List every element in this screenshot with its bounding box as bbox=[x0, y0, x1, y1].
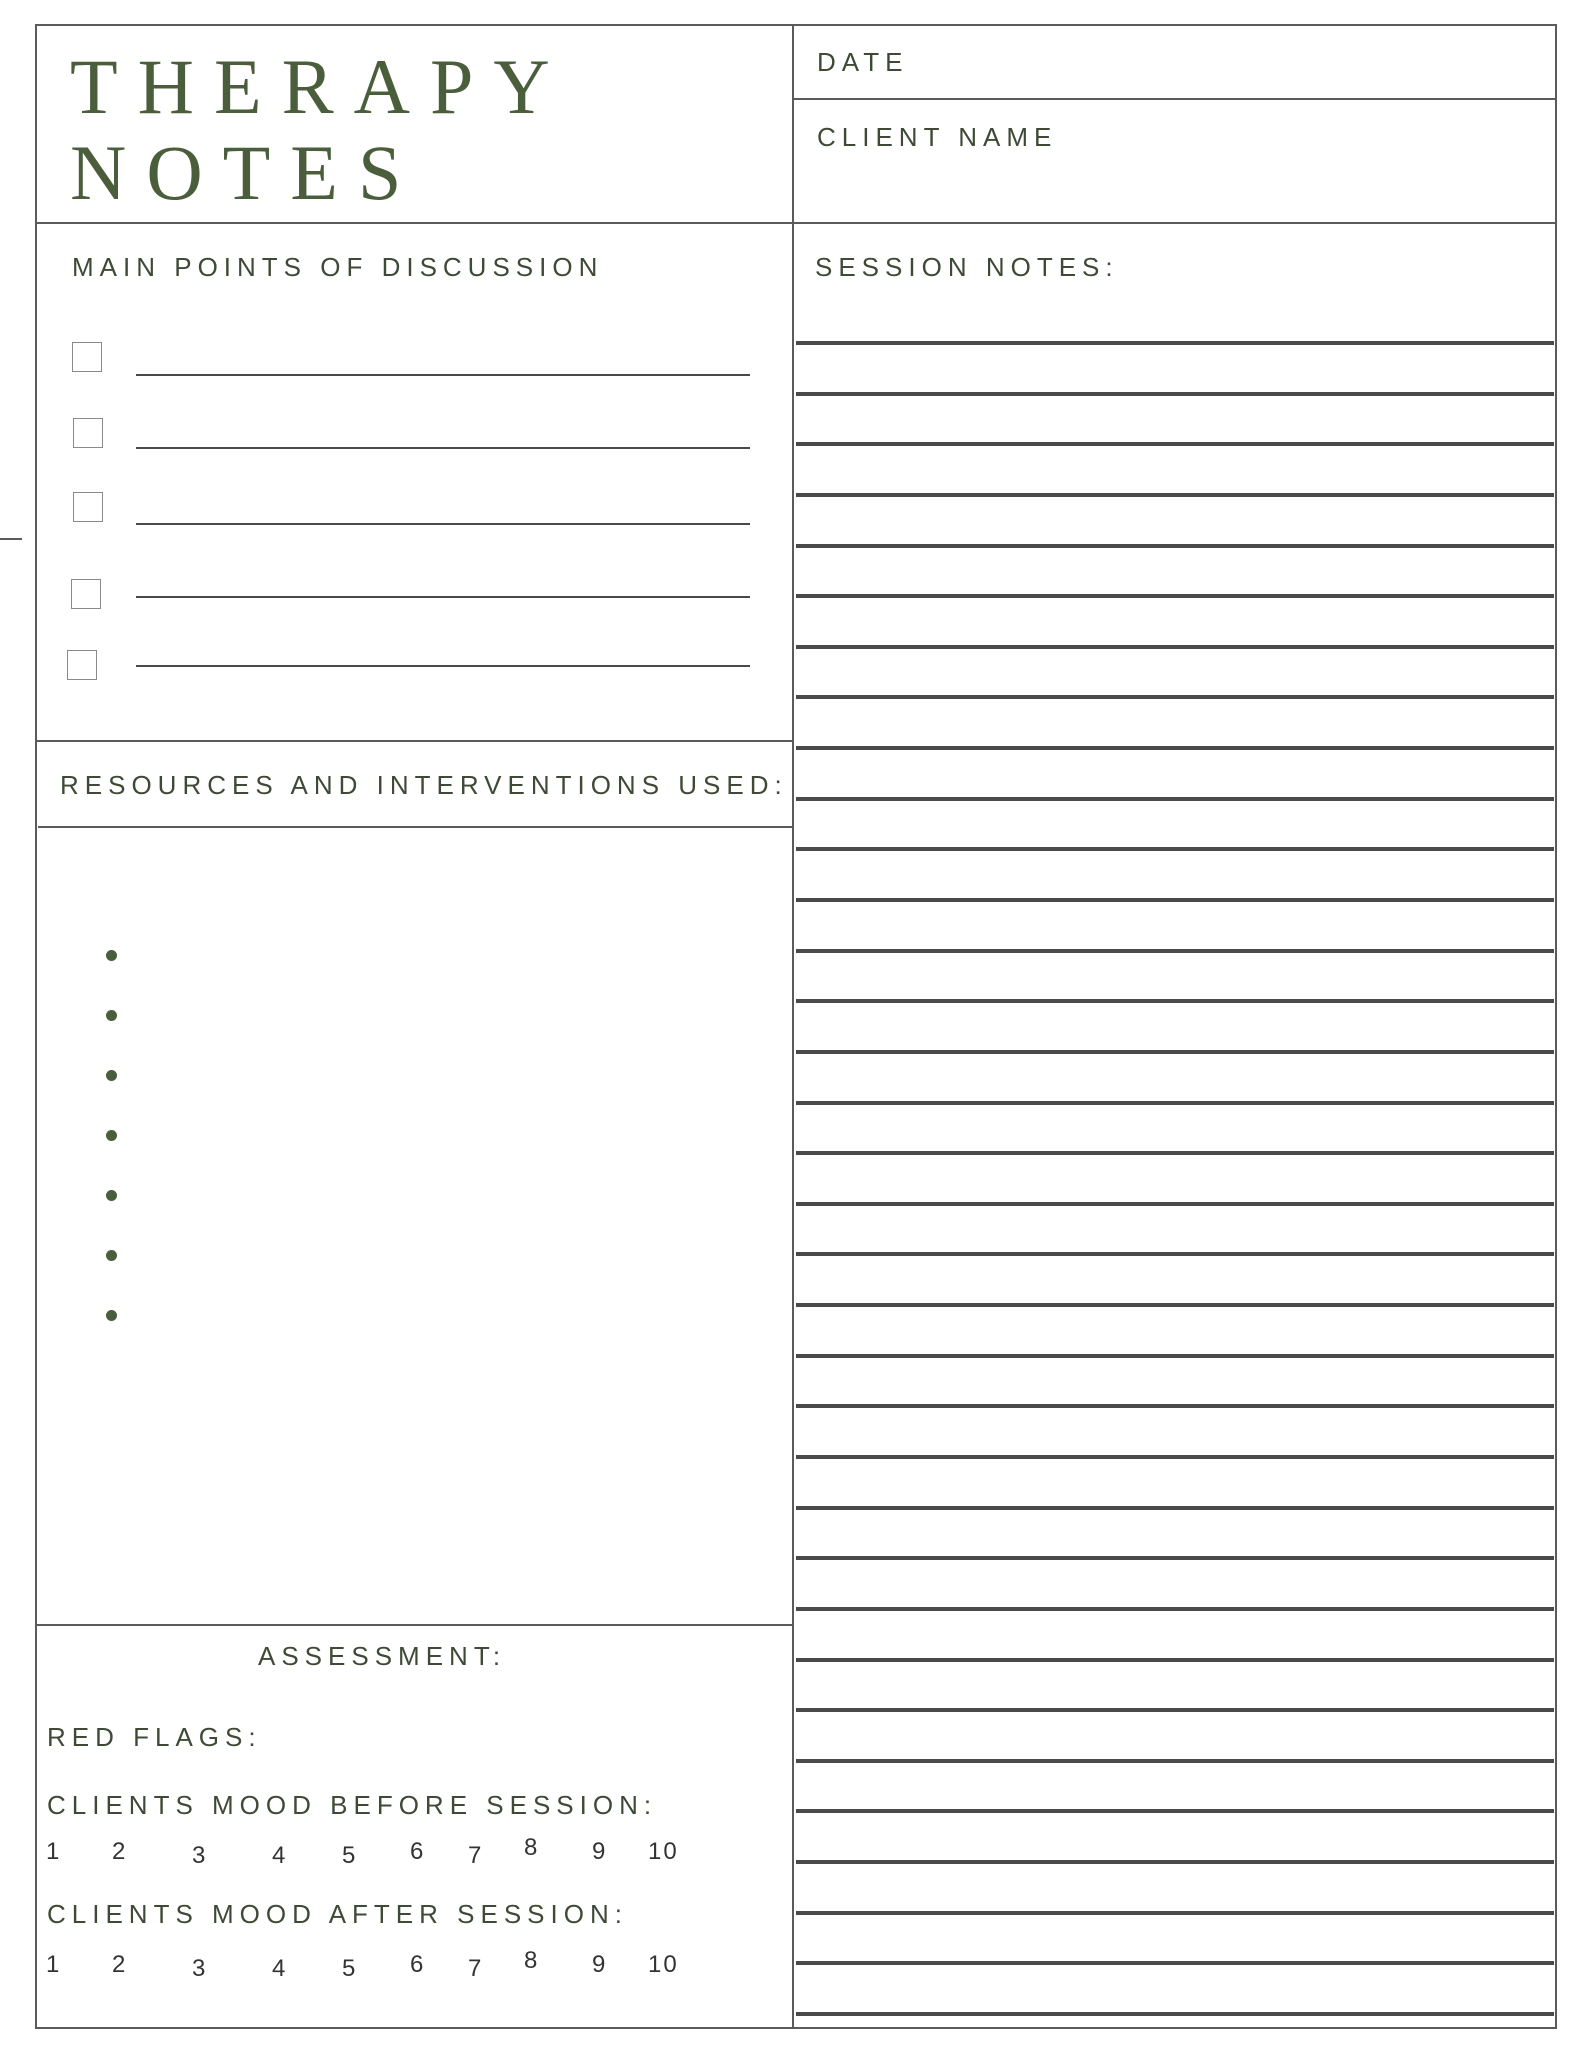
notes-line[interactable] bbox=[796, 1708, 1554, 1712]
notes-line[interactable] bbox=[796, 341, 1554, 345]
notes-line[interactable] bbox=[796, 645, 1554, 649]
mood-before-option-10[interactable]: 10 bbox=[648, 1838, 679, 1865]
mood-before-option-4[interactable]: 4 bbox=[272, 1842, 288, 1869]
notes-line[interactable] bbox=[796, 1658, 1554, 1662]
page-frame bbox=[35, 24, 1557, 2029]
resources-heading: RESOURCES AND INTERVENTIONS USED: bbox=[60, 770, 788, 800]
mood-before-option-8[interactable]: 8 bbox=[524, 1834, 540, 1861]
notes-line[interactable] bbox=[796, 544, 1554, 548]
notes-line[interactable] bbox=[796, 442, 1554, 446]
mood-after-option-10[interactable]: 10 bbox=[648, 1951, 679, 1978]
mood-before-option-5[interactable]: 5 bbox=[342, 1842, 358, 1869]
mood-before-option-1[interactable]: 1 bbox=[46, 1838, 62, 1865]
mood-before-option-6[interactable]: 6 bbox=[410, 1838, 426, 1865]
resource-bullet bbox=[106, 1010, 117, 1021]
mood-before-option-9[interactable]: 9 bbox=[592, 1838, 608, 1865]
resource-bullet bbox=[106, 1310, 117, 1321]
notes-line[interactable] bbox=[796, 493, 1554, 497]
mood-after-option-6[interactable]: 6 bbox=[410, 1951, 426, 1978]
mood-after-option-7[interactable]: 7 bbox=[468, 1955, 484, 1982]
notes-line[interactable] bbox=[796, 797, 1554, 801]
mood-after-option-5[interactable]: 5 bbox=[342, 1955, 358, 1982]
mood-before-option-7[interactable]: 7 bbox=[468, 1842, 484, 1869]
date-divider bbox=[792, 98, 1557, 100]
notes-line[interactable] bbox=[796, 1151, 1554, 1155]
mood-after-option-9[interactable]: 9 bbox=[592, 1951, 608, 1978]
discussion-checkbox[interactable] bbox=[73, 492, 103, 522]
notes-line[interactable] bbox=[796, 1404, 1554, 1408]
discussion-heading: MAIN POINTS OF DISCUSSION bbox=[72, 252, 604, 282]
discussion-write-line[interactable] bbox=[136, 596, 750, 598]
margin-tick bbox=[0, 538, 22, 540]
discussion-checkbox[interactable] bbox=[73, 418, 103, 448]
notes-line[interactable] bbox=[796, 1050, 1554, 1054]
notes-line[interactable] bbox=[796, 1607, 1554, 1611]
notes-line[interactable] bbox=[796, 1303, 1554, 1307]
resource-bullet bbox=[106, 1070, 117, 1081]
notes-line[interactable] bbox=[796, 695, 1554, 699]
notes-line[interactable] bbox=[796, 1759, 1554, 1763]
notes-line[interactable] bbox=[796, 1556, 1554, 1560]
notes-line[interactable] bbox=[796, 1860, 1554, 1864]
discussion-write-line[interactable] bbox=[136, 374, 750, 376]
client-name-label: CLIENT NAME bbox=[817, 122, 1058, 152]
resource-bullet bbox=[106, 1130, 117, 1141]
red-flags-label: RED FLAGS: bbox=[47, 1722, 262, 1752]
notes-line[interactable] bbox=[796, 2012, 1554, 2016]
mood-after-option-1[interactable]: 1 bbox=[46, 1951, 62, 1978]
notes-line[interactable] bbox=[796, 898, 1554, 902]
discussion-write-line[interactable] bbox=[136, 665, 750, 667]
notes-line[interactable] bbox=[796, 1354, 1554, 1358]
column-divider bbox=[792, 24, 794, 2029]
notes-line[interactable] bbox=[796, 999, 1554, 1003]
notes-line[interactable] bbox=[796, 949, 1554, 953]
notes-line[interactable] bbox=[796, 1101, 1554, 1105]
resource-bullet bbox=[106, 1250, 117, 1261]
notes-line[interactable] bbox=[796, 1252, 1554, 1256]
assessment-divider bbox=[35, 1624, 793, 1626]
resource-bullet bbox=[106, 950, 117, 961]
mood-after-option-2[interactable]: 2 bbox=[112, 1951, 128, 1978]
session-notes-heading: SESSION NOTES: bbox=[815, 252, 1119, 282]
discussion-write-line[interactable] bbox=[136, 523, 750, 525]
mood-after-option-3[interactable]: 3 bbox=[192, 1955, 208, 1982]
notes-line[interactable] bbox=[796, 594, 1554, 598]
mood-after-option-4[interactable]: 4 bbox=[272, 1955, 288, 1982]
discussion-write-line[interactable] bbox=[136, 447, 750, 449]
title-line-2: NOTES bbox=[70, 129, 422, 216]
notes-line[interactable] bbox=[796, 1961, 1554, 1965]
discussion-checkbox[interactable] bbox=[72, 342, 102, 372]
discussion-checkbox[interactable] bbox=[67, 650, 97, 680]
title-line-1: THERAPY bbox=[70, 43, 570, 130]
date-label: DATE bbox=[817, 47, 909, 77]
notes-line[interactable] bbox=[796, 1202, 1554, 1206]
page-title bbox=[70, 44, 570, 216]
notes-line[interactable] bbox=[796, 746, 1554, 750]
mood-after-label: CLIENTS MOOD AFTER SESSION: bbox=[47, 1899, 628, 1929]
notes-line[interactable] bbox=[796, 392, 1554, 396]
mood-before-label: CLIENTS MOOD BEFORE SESSION: bbox=[47, 1790, 658, 1820]
notes-line[interactable] bbox=[796, 847, 1554, 851]
assessment-heading: ASSESSMENT: bbox=[258, 1641, 507, 1671]
notes-line[interactable] bbox=[796, 1455, 1554, 1459]
mood-before-option-2[interactable]: 2 bbox=[112, 1838, 128, 1865]
notes-line[interactable] bbox=[796, 1506, 1554, 1510]
resources-heading-divider bbox=[38, 826, 793, 828]
mood-before-option-3[interactable]: 3 bbox=[192, 1842, 208, 1869]
discussion-checkbox[interactable] bbox=[71, 579, 101, 609]
mood-after-option-8[interactable]: 8 bbox=[524, 1947, 540, 1974]
header-divider bbox=[35, 222, 1557, 224]
resource-bullet bbox=[106, 1190, 117, 1201]
notes-line[interactable] bbox=[796, 1911, 1554, 1915]
discussion-divider bbox=[35, 740, 793, 742]
notes-line[interactable] bbox=[796, 1809, 1554, 1813]
